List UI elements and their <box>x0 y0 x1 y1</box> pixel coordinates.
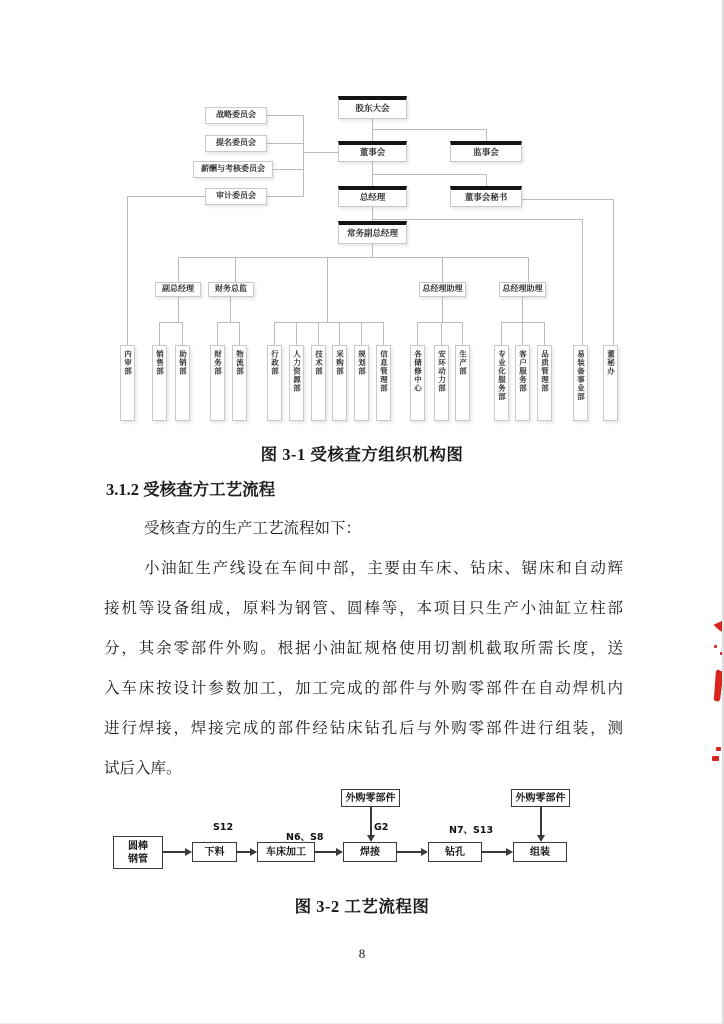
org-box-top: 董事会秘书 <box>450 186 522 207</box>
org-box-department: 董秘办 <box>603 345 618 421</box>
org-box-department: 人力资源部 <box>289 345 304 421</box>
org-box-top: 监事会 <box>450 141 522 162</box>
flow-arrowhead <box>336 848 343 856</box>
org-box-department: 各储修中心 <box>410 345 425 421</box>
red-annotation-dot <box>712 756 719 761</box>
org-box-department: 易装备事业部 <box>573 345 588 421</box>
page-number: 8 <box>358 946 366 961</box>
org-box-manager: 财务总监 <box>208 282 254 297</box>
org-box-committee: 提名委员会 <box>205 135 267 152</box>
org-box-committee: 审计委员会 <box>205 188 267 205</box>
org-box-manager: 总经理助理 <box>419 282 466 297</box>
paragraph-line: 小油缸生产线设在车间中部，主要由车床、钻床、锯床和自动辉 <box>144 560 623 577</box>
org-box-department: 行政部 <box>267 345 282 421</box>
flow-box-external-parts: 外购零部件 <box>341 789 400 807</box>
org-box-department: 安环动力部 <box>434 345 449 421</box>
org-box-department: 物流部 <box>232 345 247 421</box>
org-box-department: 品质管理部 <box>537 345 552 421</box>
flow-box-step: 钻孔 <box>428 842 482 862</box>
org-box-department: 财务部 <box>210 345 225 421</box>
paragraph-line: 试后入库。 <box>104 760 182 777</box>
org-box-top: 股东大会 <box>338 96 407 119</box>
flow-arrowhead <box>537 835 545 842</box>
red-annotation-dot <box>720 652 724 655</box>
flow-arrowhead <box>367 835 375 842</box>
org-box-manager: 副总经理 <box>155 282 201 297</box>
org-box-committee: 薪酬与考核委员会 <box>193 161 273 178</box>
flow-arrow <box>397 851 422 853</box>
flow-arrowhead <box>506 848 513 856</box>
section-heading: 3.1.2 受核查方工艺流程 <box>106 480 276 499</box>
flow-arrow-label: N6、S8 <box>286 832 324 843</box>
org-box-department: 助销部 <box>175 345 190 421</box>
flow-box-raw-material: 圆棒 钢管 <box>113 836 163 869</box>
flow-box-step: 组装 <box>513 842 567 862</box>
flow-box-step: 车床加工 <box>257 842 315 862</box>
paragraph-line: 进行焊接，焊接完成的部件经钻床钻孔后与外购零部件进行组装，测 <box>104 720 623 737</box>
org-box-top: 常务副总经理 <box>338 221 407 244</box>
flow-box-step: 焊接 <box>343 842 397 862</box>
org-box-department: 技术部 <box>311 345 326 421</box>
paragraph-line: 分，其余零部件外购。根据小油缸规格使用切割机截取所需长度，送 <box>104 640 623 657</box>
red-annotation-dot <box>714 645 717 648</box>
figure-3-2-caption: 图 3-2 工艺流程图 <box>294 897 430 916</box>
org-box-department: 生产部 <box>455 345 470 421</box>
org-box-department: 信息管理部 <box>376 345 391 421</box>
flow-box-step: 下料 <box>192 842 237 862</box>
figure-3-1-caption: 图 3-1 受核查方组织机构图 <box>260 445 464 464</box>
flow-arrow <box>315 851 337 853</box>
flow-arrow <box>370 807 372 835</box>
flow-arrow-label: G2 <box>374 822 389 833</box>
flow-arrow-label: S12 <box>213 822 234 833</box>
flow-arrowhead <box>250 848 257 856</box>
flow-arrow <box>163 851 186 853</box>
org-box-department: 客户服务部 <box>515 345 530 421</box>
org-box-top: 总经理 <box>338 186 407 207</box>
flow-arrow-label: N7、S13 <box>449 825 494 836</box>
paragraph-line: 入车床按设计参数加工，加工完成的部件与外购零部件在自动焊机内 <box>104 680 623 697</box>
flow-arrowhead <box>421 848 428 856</box>
paragraph-line: 接机等设备组成，原料为钢管、圆棒等，本项目只生产小油缸立柱部 <box>104 600 623 617</box>
flow-box-external-parts: 外购零部件 <box>511 789 570 807</box>
flow-arrow <box>482 851 507 853</box>
paragraph-intro: 受核查方的生产工艺流程如下： <box>144 520 362 537</box>
org-box-department: 采购部 <box>332 345 347 421</box>
flow-arrow <box>540 807 542 835</box>
org-box-committee: 战略委员会 <box>205 107 267 124</box>
flow-arrowhead <box>185 848 192 856</box>
org-box-department: 销售部 <box>152 345 167 421</box>
org-box-top: 董事会 <box>338 141 407 162</box>
org-box-department: 内审部 <box>120 345 135 421</box>
org-box-manager: 总经理助理 <box>499 282 546 297</box>
org-box-department: 专业化服务部 <box>494 345 509 421</box>
red-annotation-dot <box>716 747 721 751</box>
flow-arrow <box>237 851 251 853</box>
org-box-department: 规划部 <box>354 345 369 421</box>
